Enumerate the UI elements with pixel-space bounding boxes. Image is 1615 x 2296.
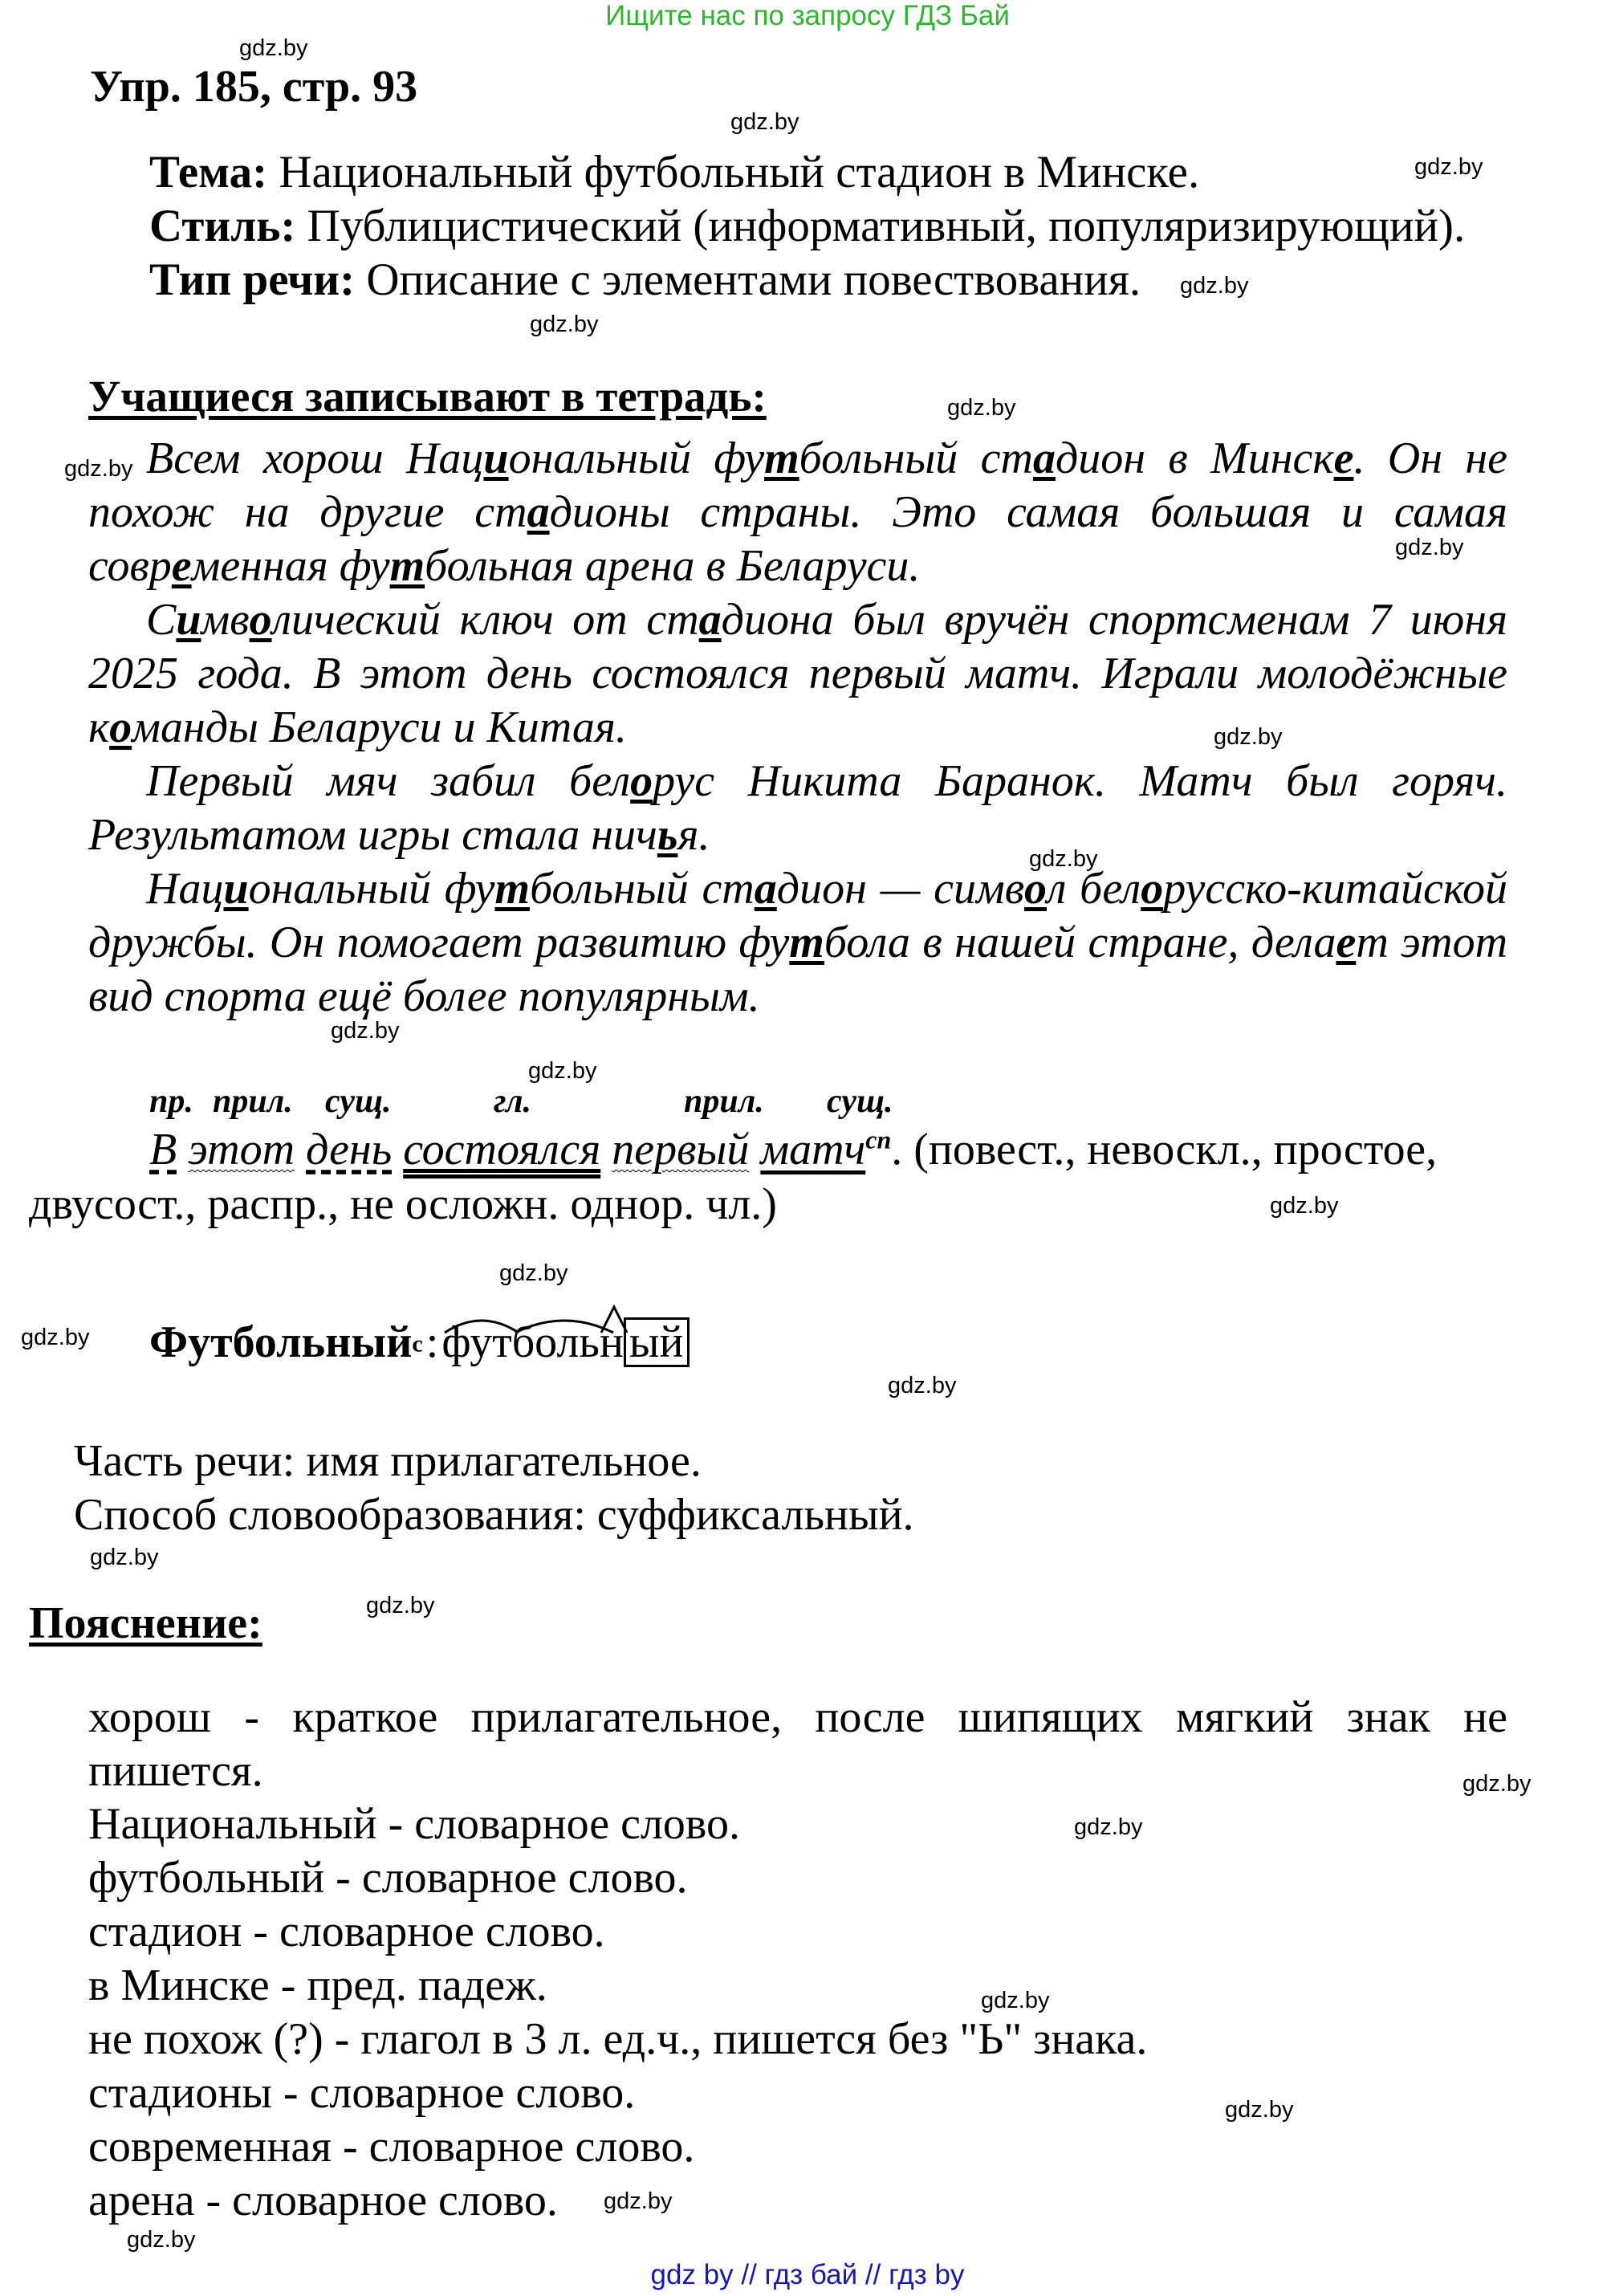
- sentence-word: В: [149, 1125, 177, 1174]
- footer-links: gdz by // гдз бай // гдз by: [650, 2259, 965, 2290]
- watermark: gdz.by: [1270, 1193, 1339, 1219]
- watermark: gdz.by: [888, 1373, 957, 1398]
- part-of-speech-info: Часть речи: имя прилагательное.: [74, 1436, 702, 1486]
- sentence-word: матч: [760, 1125, 866, 1174]
- parsed-word: Футбольный: [149, 1317, 413, 1367]
- watermark: gdz.by: [604, 2188, 673, 2214]
- watermark: gdz.by: [21, 1325, 90, 1350]
- watermark: gdz.by: [127, 2227, 196, 2253]
- pos-label: сущ.: [827, 1083, 893, 1120]
- explanation-item: современная - словарное слово.: [88, 2122, 695, 2172]
- text-paragraph-1: Всем хорош Национальный футбольный стадион в Минске. Он не похож на другие стадионы страны. Это самая большая и самая современная футбольная арена в Беларуси.: [88, 434, 1508, 591]
- watermark: gdz.by: [528, 1058, 597, 1084]
- sentence-superscript: сп: [865, 1125, 892, 1154]
- theme-label: Тема:: [149, 147, 268, 197]
- word-formation-info: Способ словообразования: суффиксальный.: [74, 1490, 914, 1540]
- explanation-item: хорош - краткое прилагательное, после шипящих мягкий знак не пишется.: [88, 1692, 1507, 1796]
- speech-type-line: [149, 254, 1141, 306]
- pos-label: прил.: [684, 1083, 764, 1120]
- parsed-sentence: [149, 1124, 1437, 1175]
- watermark: gdz.by: [499, 1260, 568, 1286]
- sentence-analysis: . (повест., невоскл., простое,: [891, 1125, 1438, 1174]
- suffix-morpheme: н: [600, 1317, 624, 1368]
- theme-line: [149, 146, 1199, 198]
- root-morpheme: боль: [512, 1317, 600, 1368]
- sentence-analysis-cont: двусост., распр., не осложн. однор. чл.): [29, 1179, 777, 1229]
- explanation-item: футбольный - словарное слово.: [88, 1853, 688, 1903]
- style-value: Публицистический (информативный, популяризирующий).: [307, 201, 1466, 251]
- watermark: gdz.by: [239, 35, 308, 61]
- word-parse: [149, 1317, 690, 1368]
- text-paragraph-3: Первый мяч забил белорус Никита Баранок. Матч был горяч. Результатом игры стала ничья.: [88, 756, 1507, 860]
- ending-morpheme: ый: [624, 1317, 690, 1367]
- speech-type-label: Тип речи:: [149, 254, 356, 305]
- watermark: gdz.by: [366, 1593, 435, 1618]
- explanation-item: Национальный - словарное слово.: [88, 1799, 740, 1849]
- sentence-word: этот: [188, 1125, 295, 1174]
- parsed-word-superscript: с: [412, 1330, 423, 1358]
- root-arc-icon: [441, 1312, 522, 1336]
- watermark: gdz.by: [1414, 154, 1483, 180]
- style-line: [149, 200, 1465, 252]
- text-paragraph-2: Символический ключ от стадиона был вручён спортсменам 7 июня 2025 года. В этот день состоялся первый матч. Играли молодёжные команды Беларуси и Китая.: [88, 595, 1508, 752]
- pos-label: гл.: [494, 1083, 532, 1120]
- top-banner: Ищите нас по запросу ГДЗ Бай: [605, 0, 1010, 31]
- watermark: gdz.by: [1395, 535, 1464, 560]
- watermark: gdz.by: [1180, 273, 1249, 299]
- watermark: gdz.by: [1462, 1771, 1532, 1797]
- sentence-word: первый: [612, 1125, 750, 1174]
- style-label: Стиль:: [149, 201, 296, 251]
- watermark: gdz.by: [1225, 2097, 1294, 2123]
- pos-label: пр.: [149, 1083, 193, 1120]
- root-morpheme: фут: [441, 1317, 511, 1368]
- sentence-word: состоялся: [403, 1125, 601, 1174]
- watermark: gdz.by: [981, 1988, 1050, 2013]
- watermark: gdz.by: [730, 109, 799, 135]
- exercise-title: Упр. 185, стр. 93: [90, 62, 418, 112]
- watermark: gdz.by: [530, 311, 599, 337]
- pos-label: сущ.: [325, 1083, 392, 1120]
- explanation-item: в Минске - пред. падеж.: [88, 1960, 547, 2010]
- watermark: gdz.by: [1074, 1814, 1143, 1840]
- text-paragraph-4: Национальный футбольный стадион — символ белорусско-китайской дружбы. Он помогает развитию футбола в нашей стране, делает этот вид спорта ещё более популярным.: [88, 864, 1508, 1021]
- theme-value: Национальный футбольный стадион в Минске.: [279, 147, 1200, 197]
- watermark: gdz.by: [331, 1018, 400, 1044]
- pos-label: прил.: [213, 1083, 293, 1120]
- watermark: gdz.by: [64, 456, 133, 482]
- suffix-caret-icon: [600, 1304, 629, 1336]
- watermark: gdz.by: [947, 395, 1016, 421]
- speech-type-value: Описание с элементами повествования.: [366, 254, 1141, 305]
- watermark: gdz.by: [90, 1545, 159, 1570]
- watermark: gdz.by: [1214, 724, 1283, 750]
- explanation-item: арена - словарное слово.: [88, 2176, 558, 2225]
- sentence-word: день: [306, 1125, 393, 1174]
- explanation-item: не похож (?) - глагол в 3 л. ед.ч., пишется без "Ь" знака.: [88, 2014, 1148, 2064]
- explanation-heading: Пояснение:: [29, 1598, 262, 1648]
- parse-colon: :: [425, 1317, 439, 1367]
- notebook-heading: Учащиеся записывают в тетрадь:: [88, 372, 767, 421]
- explanation-item: стадионы - словарное слово.: [88, 2068, 636, 2118]
- explanation-item: стадион - словарное слово.: [88, 1907, 605, 1956]
- watermark: gdz.by: [1029, 846, 1098, 872]
